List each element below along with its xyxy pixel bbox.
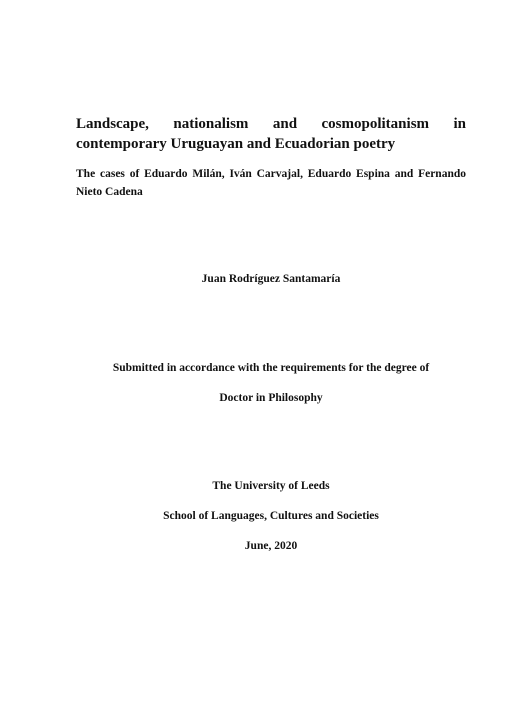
submission-statement: Submitted in accordance with the requirements for the degree of <box>112 362 430 374</box>
degree-name: Doctor in Philosophy <box>219 392 323 404</box>
thesis-title: Landscape, nationalism and cosmopolitanism in contemporary Uruguayan and Ecuadorian poetry <box>76 116 466 152</box>
submission-date: June, 2020 <box>244 540 298 552</box>
university-name: The University of Leeds <box>212 480 330 492</box>
thesis-subtitle: The cases of Eduardo Milán, Iván Carvajal, Eduardo Espina and Fernando Nieto Cadena <box>76 168 466 198</box>
author-name: Juan Rodríguez Santamaría <box>201 273 341 285</box>
school-name: School of Languages, Cultures and Societies <box>163 510 379 522</box>
